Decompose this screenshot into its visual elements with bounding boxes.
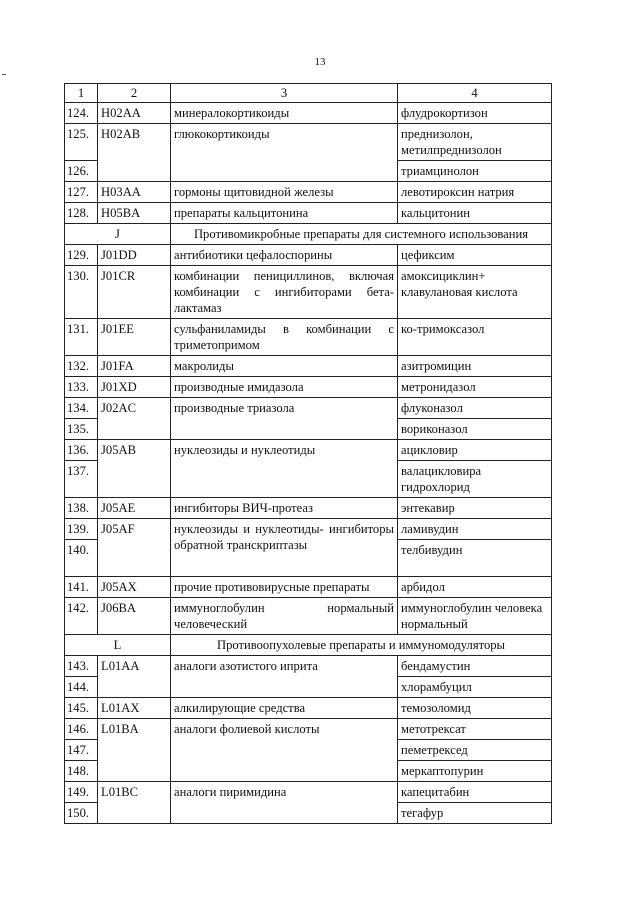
drug-group: антибиотики цефалоспорины [171, 245, 398, 266]
drug-name: флудрокортизон [398, 103, 552, 124]
atc-code: H03AA [98, 182, 171, 203]
row-number: 131. [65, 319, 98, 356]
drug-name: темозоломид [398, 698, 552, 719]
table-row [65, 519, 552, 540]
row-number: 128. [65, 203, 98, 224]
drug-group: ингибиторы ВИЧ-протеаз [171, 498, 398, 519]
drug-name: капецитабин [398, 782, 552, 803]
row-number: 148. [65, 761, 98, 782]
drug-group: макролиды [171, 356, 398, 377]
drug-name: ацикловир [398, 440, 552, 461]
table-row [65, 498, 552, 519]
table-row [65, 577, 552, 598]
row-number: 133. [65, 377, 98, 398]
drug-name: пеметрексед [398, 740, 552, 761]
drug-name: флуконазол [398, 398, 552, 419]
table-row [65, 377, 552, 398]
row-number: 124. [65, 103, 98, 124]
drug-group: аналоги пиримидина [171, 782, 398, 824]
drug-name: левотироксин натрия [398, 182, 552, 203]
row-number: 125. [65, 124, 98, 161]
row-number: 146. [65, 719, 98, 740]
table-row [65, 203, 552, 224]
atc-code: J05AE [98, 498, 171, 519]
table-row [65, 598, 552, 635]
row-number: 135. [65, 419, 98, 440]
row-number: 149. [65, 782, 98, 803]
drug-name: валацикловира гидрохлорид [398, 461, 552, 498]
row-number: 127. [65, 182, 98, 203]
atc-code: J01XD [98, 377, 171, 398]
table-row [65, 782, 552, 803]
drug-group: аналоги фолиевой кислоты [171, 719, 398, 782]
row-number: 139. [65, 519, 98, 540]
atc-code: J05AF [98, 519, 171, 577]
table-header-row [65, 84, 552, 103]
atc-code: J01FA [98, 356, 171, 377]
atc-code: J02AC [98, 398, 171, 440]
drug-name: ламивудин [398, 519, 552, 540]
table-row [65, 698, 552, 719]
table-row [65, 656, 552, 677]
atc-code: L01BA [98, 719, 171, 782]
row-number: 132. [65, 356, 98, 377]
row-number: 147. [65, 740, 98, 761]
atc-code: H05BA [98, 203, 171, 224]
drug-group: производные имидазола [171, 377, 398, 398]
drug-group: глюкокортикоиды [171, 124, 398, 182]
atc-code: L01AX [98, 698, 171, 719]
table-row [65, 398, 552, 419]
drug-name: азитромицин [398, 356, 552, 377]
section-row [65, 635, 552, 656]
drug-name: триамцинолон [398, 161, 552, 182]
drug-name: тегафур [398, 803, 552, 824]
row-number: 143. [65, 656, 98, 677]
drug-name: амоксициклин+ клавулановая кислота [398, 266, 552, 319]
table-row [65, 719, 552, 740]
drug-group: сульфаниламиды в комбинации с триметопримом [171, 319, 398, 356]
table-row [65, 124, 552, 161]
drug-group: аналоги азотистого иприта [171, 656, 398, 698]
drug-name: телбивудин [398, 540, 552, 577]
section-letter: L [65, 635, 171, 656]
table-row [65, 319, 552, 356]
atc-code: J01DD [98, 245, 171, 266]
table-row [65, 103, 552, 124]
atc-code: J01CR [98, 266, 171, 319]
drug-name: метотрексат [398, 719, 552, 740]
row-number: 126. [65, 161, 98, 182]
atc-code: J05AB [98, 440, 171, 498]
drug-name: бендамустин [398, 656, 552, 677]
drug-group: производные триазола [171, 398, 398, 440]
section-title: Противомикробные препараты для системного использования [171, 224, 552, 245]
drug-name: хлорамбуцил [398, 677, 552, 698]
atc-code: H02AB [98, 124, 171, 182]
row-number: 144. [65, 677, 98, 698]
drug-group: иммуноглобулин нормальный человеческий [171, 598, 398, 635]
drug-name: арбидол [398, 577, 552, 598]
table-row [65, 440, 552, 461]
drug-group: минералокортикоиды [171, 103, 398, 124]
row-number: 138. [65, 498, 98, 519]
drug-name: ко-тримоксазол [398, 319, 552, 356]
drug-group: нуклеозиды и нуклеотиды- ингибиторы обратной транскриптазы [171, 519, 398, 577]
drug-table [64, 83, 552, 824]
drug-group: препараты кальцитонина [171, 203, 398, 224]
margin-mark [2, 74, 6, 75]
table-row [65, 245, 552, 266]
drug-name: цефиксим [398, 245, 552, 266]
drug-group: нуклеозиды и нуклеотиды [171, 440, 398, 498]
drug-name: вориконазол [398, 419, 552, 440]
page-number: 13 [314, 56, 326, 68]
section-title: Противоопухолевые препараты и иммуномодуляторы [171, 635, 552, 656]
row-number: 129. [65, 245, 98, 266]
atc-code: H02AA [98, 103, 171, 124]
row-number: 134. [65, 398, 98, 419]
row-number: 140. [65, 540, 98, 577]
row-number: 137. [65, 461, 98, 498]
atc-code: J01EE [98, 319, 171, 356]
header-col-4: 4 [398, 84, 552, 103]
atc-code: J05AX [98, 577, 171, 598]
section-letter: J [65, 224, 171, 245]
table-row [65, 182, 552, 203]
header-col-1: 1 [65, 84, 98, 103]
drug-name: преднизолон, метилпреднизолон [398, 124, 552, 161]
section-row [65, 224, 552, 245]
row-number: 130. [65, 266, 98, 319]
header-col-2: 2 [98, 84, 171, 103]
drug-name: иммуноглобулин человека нормальный [398, 598, 552, 635]
row-number: 136. [65, 440, 98, 461]
row-number: 141. [65, 577, 98, 598]
drug-name: кальцитонин [398, 203, 552, 224]
row-number: 145. [65, 698, 98, 719]
atc-code: L01BC [98, 782, 171, 824]
drug-group: алкилирующие средства [171, 698, 398, 719]
drug-group: комбинации пенициллинов, включая комбинации с ингибиторами бета-лактамаз [171, 266, 398, 319]
atc-code: L01AA [98, 656, 171, 698]
table-row [65, 356, 552, 377]
drug-group: гормоны щитовидной железы [171, 182, 398, 203]
table-row [65, 266, 552, 319]
drug-name: метронидазол [398, 377, 552, 398]
row-number: 142. [65, 598, 98, 635]
drug-name: энтекавир [398, 498, 552, 519]
drug-group: прочие противовирусные препараты [171, 577, 398, 598]
row-number: 150. [65, 803, 98, 824]
atc-code: J06BA [98, 598, 171, 635]
drug-name: меркаптопурин [398, 761, 552, 782]
header-col-3: 3 [171, 84, 398, 103]
